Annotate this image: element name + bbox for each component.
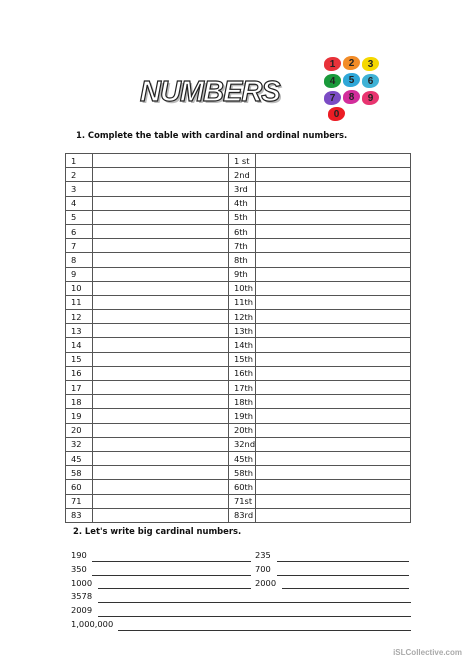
answer-line[interactable] (98, 616, 411, 617)
number-icon: 7 (324, 91, 341, 105)
cardinal-cell: 12 (66, 310, 93, 324)
cardinal-cell: 11 (66, 295, 93, 309)
ordinal-cell: 2nd (229, 168, 256, 182)
big-number-row (71, 578, 416, 592)
ordinal-answer-cell[interactable] (256, 466, 411, 480)
cardinal-answer-cell[interactable] (93, 494, 229, 508)
ordinal-cell: 18th (229, 395, 256, 409)
ordinal-cell: 8th (229, 253, 256, 267)
answer-line[interactable] (118, 630, 411, 631)
ordinal-cell: 10th (229, 281, 256, 295)
big-number-row (71, 550, 416, 564)
big-number-label: 235 (255, 550, 271, 560)
big-number-label: 350 (71, 563, 87, 574)
big-number-row (71, 619, 416, 633)
answer-line[interactable] (282, 588, 409, 589)
table-row (66, 494, 411, 508)
ordinal-cell: 60th (229, 480, 256, 494)
cardinal-answer-cell[interactable] (93, 154, 229, 168)
cardinal-answer-cell[interactable] (93, 338, 229, 352)
number-icon: 1 (324, 57, 341, 71)
number-icon: 0 (328, 107, 345, 121)
ordinal-answer-cell[interactable] (256, 451, 411, 465)
cardinal-cell: 7 (66, 239, 93, 253)
ordinal-cell: 7th (229, 239, 256, 253)
table-row (66, 295, 411, 309)
section1-instruction: 1. Complete the table with cardinal and ordinal numbers. (76, 130, 348, 140)
table-row (66, 310, 411, 324)
page-title: NUMBERS (140, 76, 280, 108)
table-row (66, 366, 411, 380)
table-row (66, 395, 411, 409)
ordinal-answer-cell[interactable] (256, 338, 411, 352)
ordinal-cell: 11th (229, 295, 256, 309)
table-row (66, 437, 411, 451)
table-row (66, 381, 411, 395)
cardinal-answer-cell[interactable] (93, 423, 229, 437)
cardinal-cell: 58 (66, 466, 93, 480)
cardinal-answer-cell[interactable] (93, 451, 229, 465)
ordinal-answer-cell[interactable] (256, 423, 411, 437)
number-icon: 6 (362, 74, 379, 88)
answer-line[interactable] (277, 575, 409, 576)
table-row (66, 224, 411, 238)
cardinal-cell: 20 (66, 423, 93, 437)
cardinal-cell: 9 (66, 267, 93, 281)
ordinal-cell: 13th (229, 324, 256, 338)
ordinal-answer-cell[interactable] (256, 224, 411, 238)
cardinal-cell: 18 (66, 395, 93, 409)
table-row (66, 239, 411, 253)
cardinal-cell: 2 (66, 168, 93, 182)
cardinal-answer-cell[interactable] (93, 409, 229, 423)
ordinal-cell: 15th (229, 352, 256, 366)
cardinal-cell: 10 (66, 281, 93, 295)
table-row (66, 338, 411, 352)
big-number-label: 2009 (71, 605, 93, 616)
table-row (66, 480, 411, 494)
ordinal-cell: 12th (229, 310, 256, 324)
big-number-label: 2000 (255, 577, 277, 588)
ordinal-answer-cell[interactable] (256, 437, 411, 451)
cardinal-answer-cell[interactable] (93, 196, 229, 210)
cardinal-answer-cell[interactable] (93, 437, 229, 451)
ordinal-cell: 3rd (229, 182, 256, 196)
table-row (66, 253, 411, 267)
cardinal-cell: 32 (66, 437, 93, 451)
big-number-label: 190 (71, 550, 87, 560)
cardinal-answer-cell[interactable] (93, 210, 229, 224)
ordinal-cell: 16th (229, 366, 256, 380)
answer-line[interactable] (98, 602, 411, 603)
ordinal-answer-cell[interactable] (256, 409, 411, 423)
ordinal-answer-cell[interactable] (256, 154, 411, 168)
number-icon: 4 (324, 74, 341, 88)
table-row (66, 451, 411, 465)
ordinal-cell: 5th (229, 210, 256, 224)
ordinal-answer-cell[interactable] (256, 281, 411, 295)
table-row (66, 154, 411, 168)
ordinal-answer-cell[interactable] (256, 480, 411, 494)
cardinal-answer-cell[interactable] (93, 239, 229, 253)
ordinal-answer-cell[interactable] (256, 366, 411, 380)
cardinal-answer-cell[interactable] (93, 352, 229, 366)
ordinal-cell: 14th (229, 338, 256, 352)
cardinal-cell: 83 (66, 508, 93, 522)
cardinal-answer-cell[interactable] (93, 480, 229, 494)
table-row (66, 352, 411, 366)
ordinal-answer-cell[interactable] (256, 295, 411, 309)
big-number-row (71, 564, 416, 578)
big-number-label: 700 (255, 563, 271, 574)
cardinal-cell: 45 (66, 451, 93, 465)
ordinal-answer-cell[interactable] (256, 381, 411, 395)
ordinal-answer-cell[interactable] (256, 168, 411, 182)
cardinal-cell: 3 (66, 182, 93, 196)
cardinal-cell: 60 (66, 480, 93, 494)
number-icon: 9 (362, 91, 379, 105)
ordinal-answer-cell[interactable] (256, 508, 411, 522)
cardinal-answer-cell[interactable] (93, 168, 229, 182)
cardinal-cell: 1 (66, 154, 93, 168)
ordinal-cell: 32nd (229, 437, 256, 451)
cardinal-answer-cell[interactable] (93, 281, 229, 295)
ordinal-answer-cell[interactable] (256, 494, 411, 508)
cardinal-cell: 13 (66, 324, 93, 338)
cardinal-answer-cell[interactable] (93, 466, 229, 480)
big-number-row (71, 591, 416, 605)
table-row (66, 168, 411, 182)
table-row (66, 196, 411, 210)
ordinal-cell: 6th (229, 224, 256, 238)
table-row (66, 409, 411, 423)
ordinal-cell: 58th (229, 466, 256, 480)
big-number-label: 3578 (71, 591, 93, 602)
ordinal-answer-cell[interactable] (256, 196, 411, 210)
cardinal-cell: 14 (66, 338, 93, 352)
table-row (66, 423, 411, 437)
big-number-label: 1,000,000 (71, 618, 114, 629)
cardinal-cell: 19 (66, 409, 93, 423)
table-row (66, 466, 411, 480)
cardinal-answer-cell[interactable] (93, 324, 229, 338)
answer-line[interactable] (98, 588, 251, 589)
cardinal-cell: 17 (66, 381, 93, 395)
ordinal-cell: 9th (229, 267, 256, 281)
cardinal-answer-cell[interactable] (93, 267, 229, 281)
numbers-table (65, 153, 411, 523)
cardinal-answer-cell[interactable] (93, 182, 229, 196)
cardinal-cell: 4 (66, 196, 93, 210)
number-icon: 2 (343, 56, 360, 70)
cardinal-answer-cell[interactable] (93, 224, 229, 238)
ordinal-cell: 20th (229, 423, 256, 437)
number-icon: 3 (362, 57, 379, 71)
ordinal-answer-cell[interactable] (256, 253, 411, 267)
ordinal-cell: 45th (229, 451, 256, 465)
cardinal-cell: 5 (66, 210, 93, 224)
ordinal-answer-cell[interactable] (256, 182, 411, 196)
big-number-label: 1000 (71, 577, 93, 588)
ordinal-answer-cell[interactable] (256, 239, 411, 253)
cardinal-cell: 6 (66, 224, 93, 238)
table-row (66, 281, 411, 295)
ordinal-answer-cell[interactable] (256, 395, 411, 409)
number-icon: 5 (343, 73, 360, 87)
number-icon: 8 (343, 90, 360, 104)
cardinal-answer-cell[interactable] (93, 310, 229, 324)
cardinal-cell: 15 (66, 352, 93, 366)
ordinal-cell: 83rd (229, 508, 256, 522)
table-row (66, 324, 411, 338)
cardinal-answer-cell[interactable] (93, 395, 229, 409)
table-row (66, 508, 411, 522)
ordinal-answer-cell[interactable] (256, 352, 411, 366)
section2-instruction: 2. Let's write big cardinal numbers. (73, 526, 242, 536)
ordinal-cell: 71st (229, 494, 256, 508)
ordinal-answer-cell[interactable] (256, 324, 411, 338)
ordinal-cell: 17th (229, 381, 256, 395)
cardinal-cell: 8 (66, 253, 93, 267)
ordinal-cell: 4th (229, 196, 256, 210)
answer-line[interactable] (92, 575, 251, 576)
cardinal-cell: 16 (66, 366, 93, 380)
footer-watermark: iSLCollective.com (393, 648, 462, 657)
ordinal-cell: 19th (229, 409, 256, 423)
cardinal-answer-cell[interactable] (93, 508, 229, 522)
table-row (66, 182, 411, 196)
cardinal-answer-cell[interactable] (93, 253, 229, 267)
big-numbers-list (71, 550, 416, 633)
cardinal-answer-cell[interactable] (93, 295, 229, 309)
ordinal-answer-cell[interactable] (256, 310, 411, 324)
ordinal-cell: 1 st (229, 154, 256, 168)
table-row (66, 267, 411, 281)
cardinal-answer-cell[interactable] (93, 381, 229, 395)
ordinal-answer-cell[interactable] (256, 267, 411, 281)
answer-line[interactable] (277, 561, 409, 562)
cardinal-cell: 71 (66, 494, 93, 508)
number-icons-cluster (322, 55, 382, 123)
ordinal-answer-cell[interactable] (256, 210, 411, 224)
answer-line[interactable] (92, 561, 251, 562)
big-number-row (71, 605, 416, 619)
table-row (66, 210, 411, 224)
cardinal-answer-cell[interactable] (93, 366, 229, 380)
